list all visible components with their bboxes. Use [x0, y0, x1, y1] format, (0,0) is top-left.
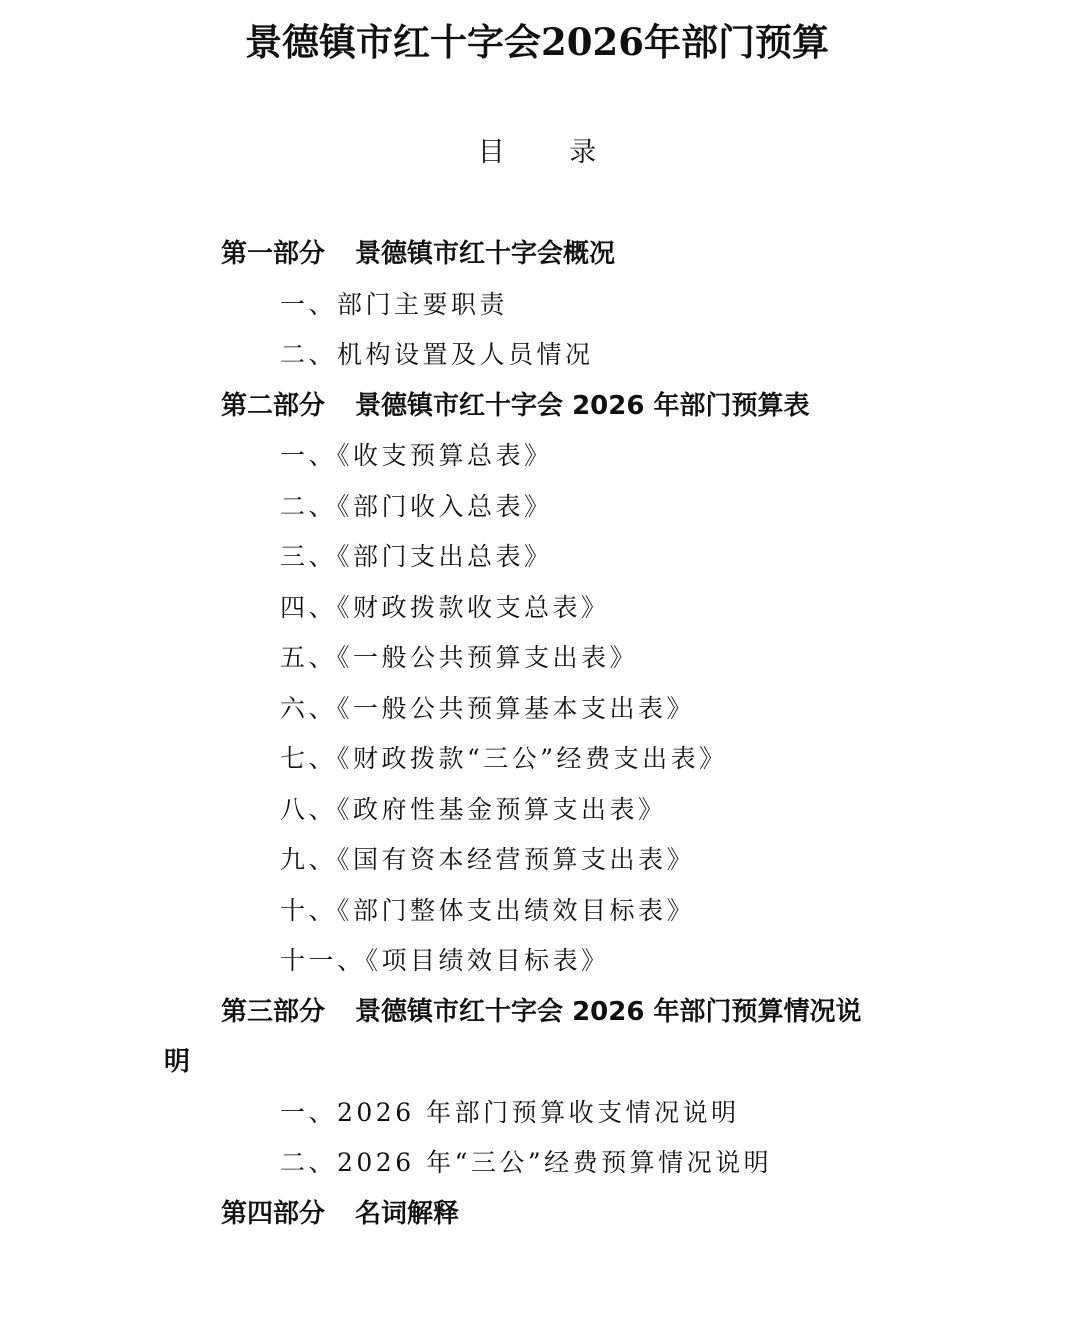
part-title: 景德镇市红十字会概况 — [355, 239, 616, 269]
toc-item: 十一、《项目绩效目标表》 — [280, 946, 610, 975]
toc-item: 一、《收支预算总表》 — [280, 441, 553, 470]
toc-part-1 — [164, 229, 964, 280]
toc-item: 二、机构设置及人员情况 — [280, 340, 594, 369]
toc-item: 八、《政府性基金预算支出表》 — [280, 794, 667, 824]
part-title-continuation: 明 — [164, 1047, 191, 1077]
toc-item: 十、《部门整体支出绩效目标表》 — [280, 895, 696, 925]
part-title: 名词解释 — [355, 1198, 460, 1229]
toc-item: 四、《财政拨款收支总表》 — [280, 592, 610, 622]
toc-item: 一、部门主要职责 — [280, 289, 509, 319]
toc-heading-char-1: 目 — [477, 137, 505, 168]
toc-part-2 — [164, 381, 964, 432]
toc-heading-char-2: 录 — [569, 137, 597, 168]
document-title: 景德镇市红十字会2026年部门预算 — [245, 20, 829, 64]
toc-part-3 — [164, 987, 964, 1038]
toc-item: 五、《一般公共预算支出表》 — [280, 643, 639, 672]
toc-item: 七、《财政拨款“三公”经费支出表》 — [280, 744, 728, 773]
toc-item: 二、《部门收入总表》 — [280, 491, 553, 521]
toc-heading — [0, 128, 1074, 178]
toc-item: 六、《一般公共预算基本支出表》 — [280, 693, 696, 723]
toc-item: 三、《部门支出总表》 — [280, 542, 553, 571]
toc-item: 二、2026 年“三公”经费预算情况说明 — [280, 1148, 773, 1177]
toc-item: 九、《国有资本经营预算支出表》 — [280, 845, 696, 874]
toc-item: 一、2026 年部门预算收支情况说明 — [280, 1097, 740, 1127]
part-number: 第一部分 — [221, 239, 326, 269]
part-number: 第二部分 — [221, 390, 326, 421]
toc-part-4 — [164, 1189, 964, 1240]
part-title: 景德镇市红十字会 2026 年部门预算情况说 — [355, 996, 862, 1027]
table-of-contents — [164, 229, 964, 1239]
part-title: 景德镇市红十字会 2026 年部门预算表 — [355, 390, 810, 421]
part-number: 第三部分 — [221, 996, 326, 1027]
part-number: 第四部分 — [221, 1198, 326, 1229]
